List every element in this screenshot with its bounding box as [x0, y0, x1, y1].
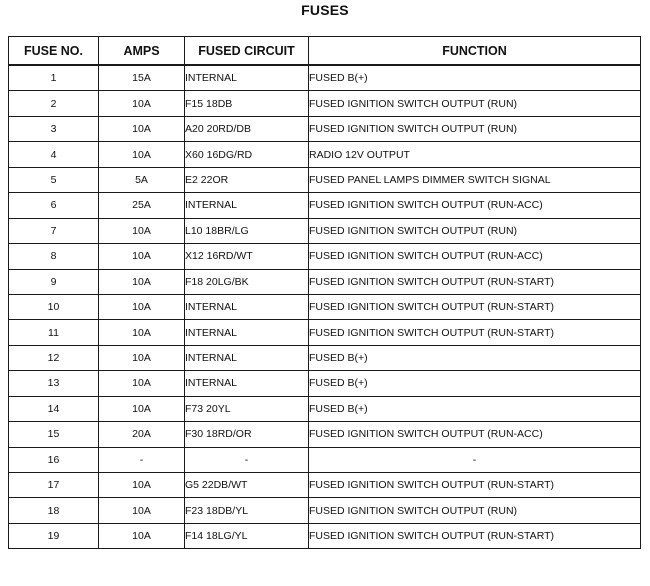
fused-circuit-cell: INTERNAL: [185, 371, 309, 396]
fuse-number-cell: 13: [9, 371, 99, 396]
function-cell: FUSED IGNITION SWITCH OUTPUT (RUN-ACC): [309, 244, 641, 269]
function-cell: RADIO 12V OUTPUT: [309, 142, 641, 167]
amps-cell: 10A: [99, 294, 185, 319]
function-cell: FUSED IGNITION SWITCH OUTPUT (RUN-ACC): [309, 193, 641, 218]
table-row: [9, 193, 641, 218]
fused-circuit-cell: X12 16RD/WT: [185, 244, 309, 269]
header-row: [9, 37, 641, 66]
fuse-number-cell: 6: [9, 193, 99, 218]
fused-circuit-cell: F23 18DB/YL: [185, 498, 309, 523]
table-row: [9, 422, 641, 447]
fuse-table: [8, 36, 641, 549]
fused-circuit-cell: F73 20YL: [185, 396, 309, 421]
table-row: [9, 218, 641, 243]
fuse-number-cell: 15: [9, 422, 99, 447]
page-title: FUSES: [301, 2, 349, 18]
fuse-number-cell: 7: [9, 218, 99, 243]
fuse-number-cell: 8: [9, 244, 99, 269]
amps-cell: 5A: [99, 167, 185, 192]
fused-circuit-cell: G5 22DB/WT: [185, 473, 309, 498]
table-row: [9, 167, 641, 192]
column-header-fused-circuit: FUSED CIRCUIT: [185, 37, 309, 66]
fused-circuit-cell: F15 18DB: [185, 91, 309, 116]
function-cell: FUSED B(+): [309, 65, 641, 91]
fuse-number-cell: 1: [9, 65, 99, 91]
amps-cell: 10A: [99, 269, 185, 294]
fuse-number-cell: 9: [9, 269, 99, 294]
fuse-number-cell: 14: [9, 396, 99, 421]
function-cell: FUSED B(+): [309, 345, 641, 370]
table-row: [9, 294, 641, 319]
fuse-number-cell: 3: [9, 116, 99, 141]
amps-cell: 10A: [99, 345, 185, 370]
function-cell: FUSED IGNITION SWITCH OUTPUT (RUN-ACC): [309, 422, 641, 447]
amps-cell: 10A: [99, 371, 185, 396]
table-row: [9, 371, 641, 396]
table-row: [9, 396, 641, 421]
fused-circuit-cell: INTERNAL: [185, 65, 309, 91]
amps-cell: 10A: [99, 396, 185, 421]
function-cell: FUSED IGNITION SWITCH OUTPUT (RUN): [309, 218, 641, 243]
fuse-number-cell: 12: [9, 345, 99, 370]
fused-circuit-cell: -: [185, 447, 309, 472]
amps-cell: -: [99, 447, 185, 472]
function-cell: FUSED IGNITION SWITCH OUTPUT (RUN-START): [309, 473, 641, 498]
table-row: [9, 65, 641, 91]
function-cell: FUSED PANEL LAMPS DIMMER SWITCH SIGNAL: [309, 167, 641, 192]
function-cell: FUSED IGNITION SWITCH OUTPUT (RUN-START): [309, 294, 641, 319]
fused-circuit-cell: L10 18BR/LG: [185, 218, 309, 243]
fused-circuit-cell: F18 20LG/BK: [185, 269, 309, 294]
amps-cell: 10A: [99, 116, 185, 141]
amps-cell: 10A: [99, 218, 185, 243]
fused-circuit-cell: F14 18LG/YL: [185, 523, 309, 548]
amps-cell: 10A: [99, 498, 185, 523]
function-cell: FUSED IGNITION SWITCH OUTPUT (RUN-START): [309, 523, 641, 548]
fuse-number-cell: 18: [9, 498, 99, 523]
amps-cell: 15A: [99, 65, 185, 91]
fuse-number-cell: 2: [9, 91, 99, 116]
fused-circuit-cell: E2 22OR: [185, 167, 309, 192]
fuse-number-cell: 11: [9, 320, 99, 345]
fused-circuit-cell: INTERNAL: [185, 294, 309, 319]
column-header-amps: AMPS: [99, 37, 185, 66]
table-body: [9, 65, 641, 549]
amps-cell: 20A: [99, 422, 185, 447]
function-cell: FUSED IGNITION SWITCH OUTPUT (RUN): [309, 498, 641, 523]
function-cell: FUSED B(+): [309, 396, 641, 421]
amps-cell: 10A: [99, 320, 185, 345]
fused-circuit-cell: INTERNAL: [185, 345, 309, 370]
function-cell: FUSED IGNITION SWITCH OUTPUT (RUN-START): [309, 320, 641, 345]
table-row: [9, 116, 641, 141]
table-header: [9, 37, 641, 66]
fuse-number-cell: 17: [9, 473, 99, 498]
table-row: [9, 244, 641, 269]
fused-circuit-cell: INTERNAL: [185, 193, 309, 218]
fuse-number-cell: 19: [9, 523, 99, 548]
column-header-function: FUNCTION: [309, 37, 641, 66]
function-cell: FUSED IGNITION SWITCH OUTPUT (RUN-START): [309, 269, 641, 294]
fused-circuit-cell: INTERNAL: [185, 320, 309, 345]
amps-cell: 10A: [99, 523, 185, 548]
table-row: [9, 320, 641, 345]
table-row: [9, 447, 641, 472]
fuse-number-cell: 4: [9, 142, 99, 167]
function-cell: FUSED IGNITION SWITCH OUTPUT (RUN): [309, 91, 641, 116]
function-cell: FUSED B(+): [309, 371, 641, 396]
function-cell: -: [309, 447, 641, 472]
fused-circuit-cell: F30 18RD/OR: [185, 422, 309, 447]
amps-cell: 10A: [99, 473, 185, 498]
table-row: [9, 473, 641, 498]
amps-cell: 10A: [99, 244, 185, 269]
fused-circuit-cell: X60 16DG/RD: [185, 142, 309, 167]
fused-circuit-cell: A20 20RD/DB: [185, 116, 309, 141]
fuse-number-cell: 16: [9, 447, 99, 472]
column-header-fuse-no: FUSE NO.: [9, 37, 99, 66]
fuse-number-cell: 5: [9, 167, 99, 192]
table-row: [9, 91, 641, 116]
amps-cell: 10A: [99, 91, 185, 116]
fuse-number-cell: 10: [9, 294, 99, 319]
table-row: [9, 523, 641, 548]
amps-cell: 25A: [99, 193, 185, 218]
table-row: [9, 269, 641, 294]
table-row: [9, 345, 641, 370]
function-cell: FUSED IGNITION SWITCH OUTPUT (RUN): [309, 116, 641, 141]
table-row: [9, 498, 641, 523]
amps-cell: 10A: [99, 142, 185, 167]
table-row: [9, 142, 641, 167]
